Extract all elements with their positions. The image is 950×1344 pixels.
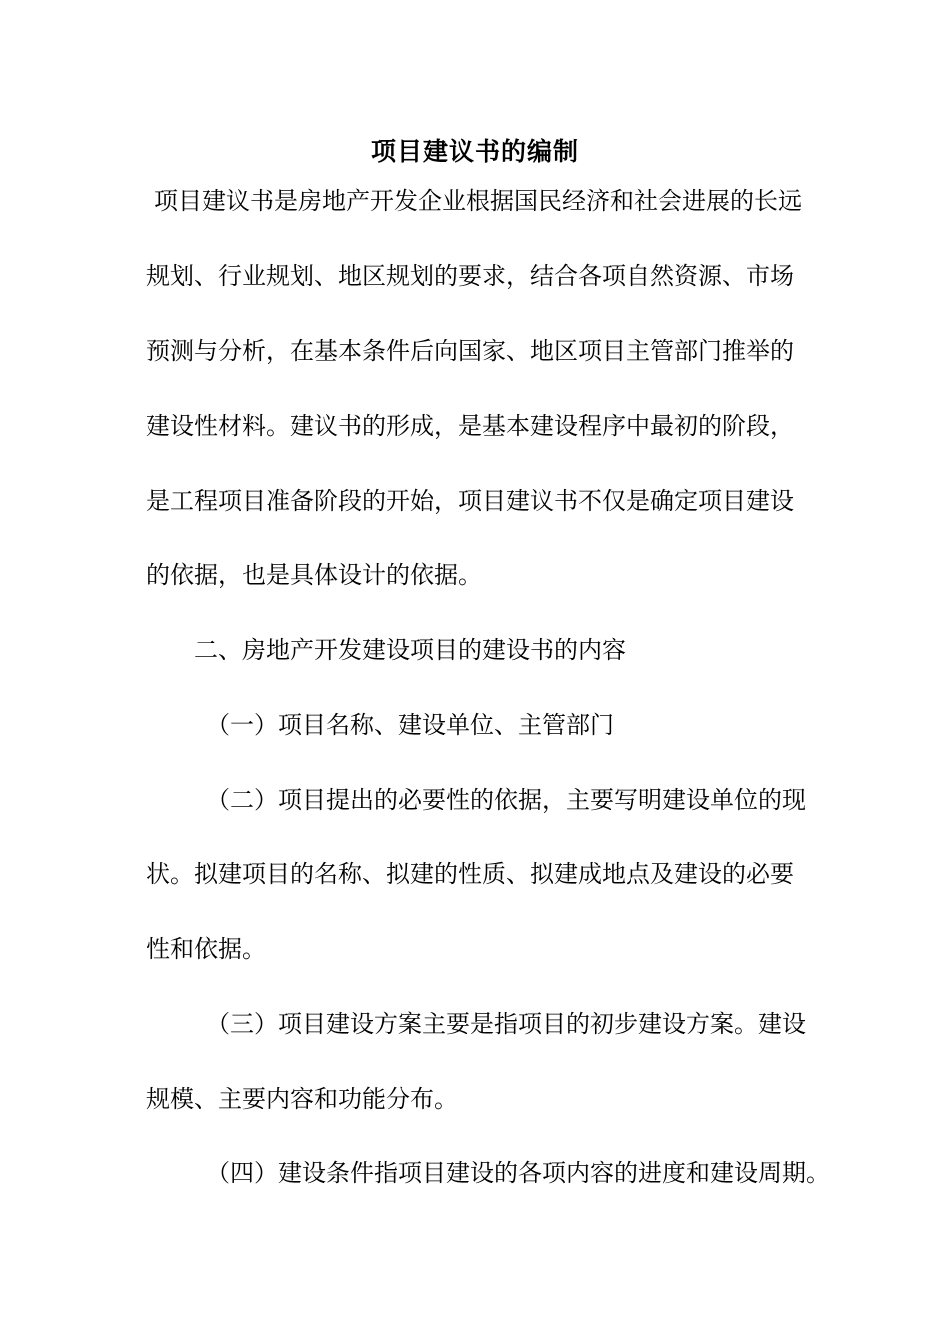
section-heading: 二、房地产开发建设项目的建设书的内容 — [194, 636, 626, 664]
paragraph-line: 建设性材料。建议书的形成，是基本建设程序中最初的阶段， — [146, 412, 794, 440]
list-item: （四）建设条件指项目建设的各项内容的进度和建设周期。 — [206, 1159, 830, 1187]
paragraph-line: 状。拟建项目的名称、拟建的性质、拟建成地点及建设的必要 — [146, 860, 794, 888]
paragraph-line: 预测与分析，在基本条件后向国家、地区项目主管部门推举的 — [146, 337, 794, 365]
paragraph-line: 性和依据。 — [146, 935, 266, 963]
list-item: （一）项目名称、建设单位、主管部门 — [206, 711, 614, 739]
paragraph-line: 项目建议书是房地产开发企业根据国民经济和社会进展的长远 — [154, 187, 802, 215]
paragraph-line: 是工程项目准备阶段的开始，项目建议书不仅是确定项目建设 — [146, 487, 794, 515]
document-title: 项目建议书的编制 — [370, 137, 579, 166]
paragraph-line: 的依据，也是具体设计的依据。 — [146, 561, 482, 589]
list-item: （二）项目提出的必要性的依据，主要写明建设单位的现 — [206, 786, 806, 814]
list-item: （三）项目建设方案主要是指项目的初步建设方案。建设 — [206, 1010, 806, 1038]
paragraph-line: 规划、行业规划、地区规划的要求，结合各项自然资源、市场 — [146, 262, 794, 290]
paragraph-line: 规模、主要内容和功能分布。 — [146, 1085, 458, 1113]
